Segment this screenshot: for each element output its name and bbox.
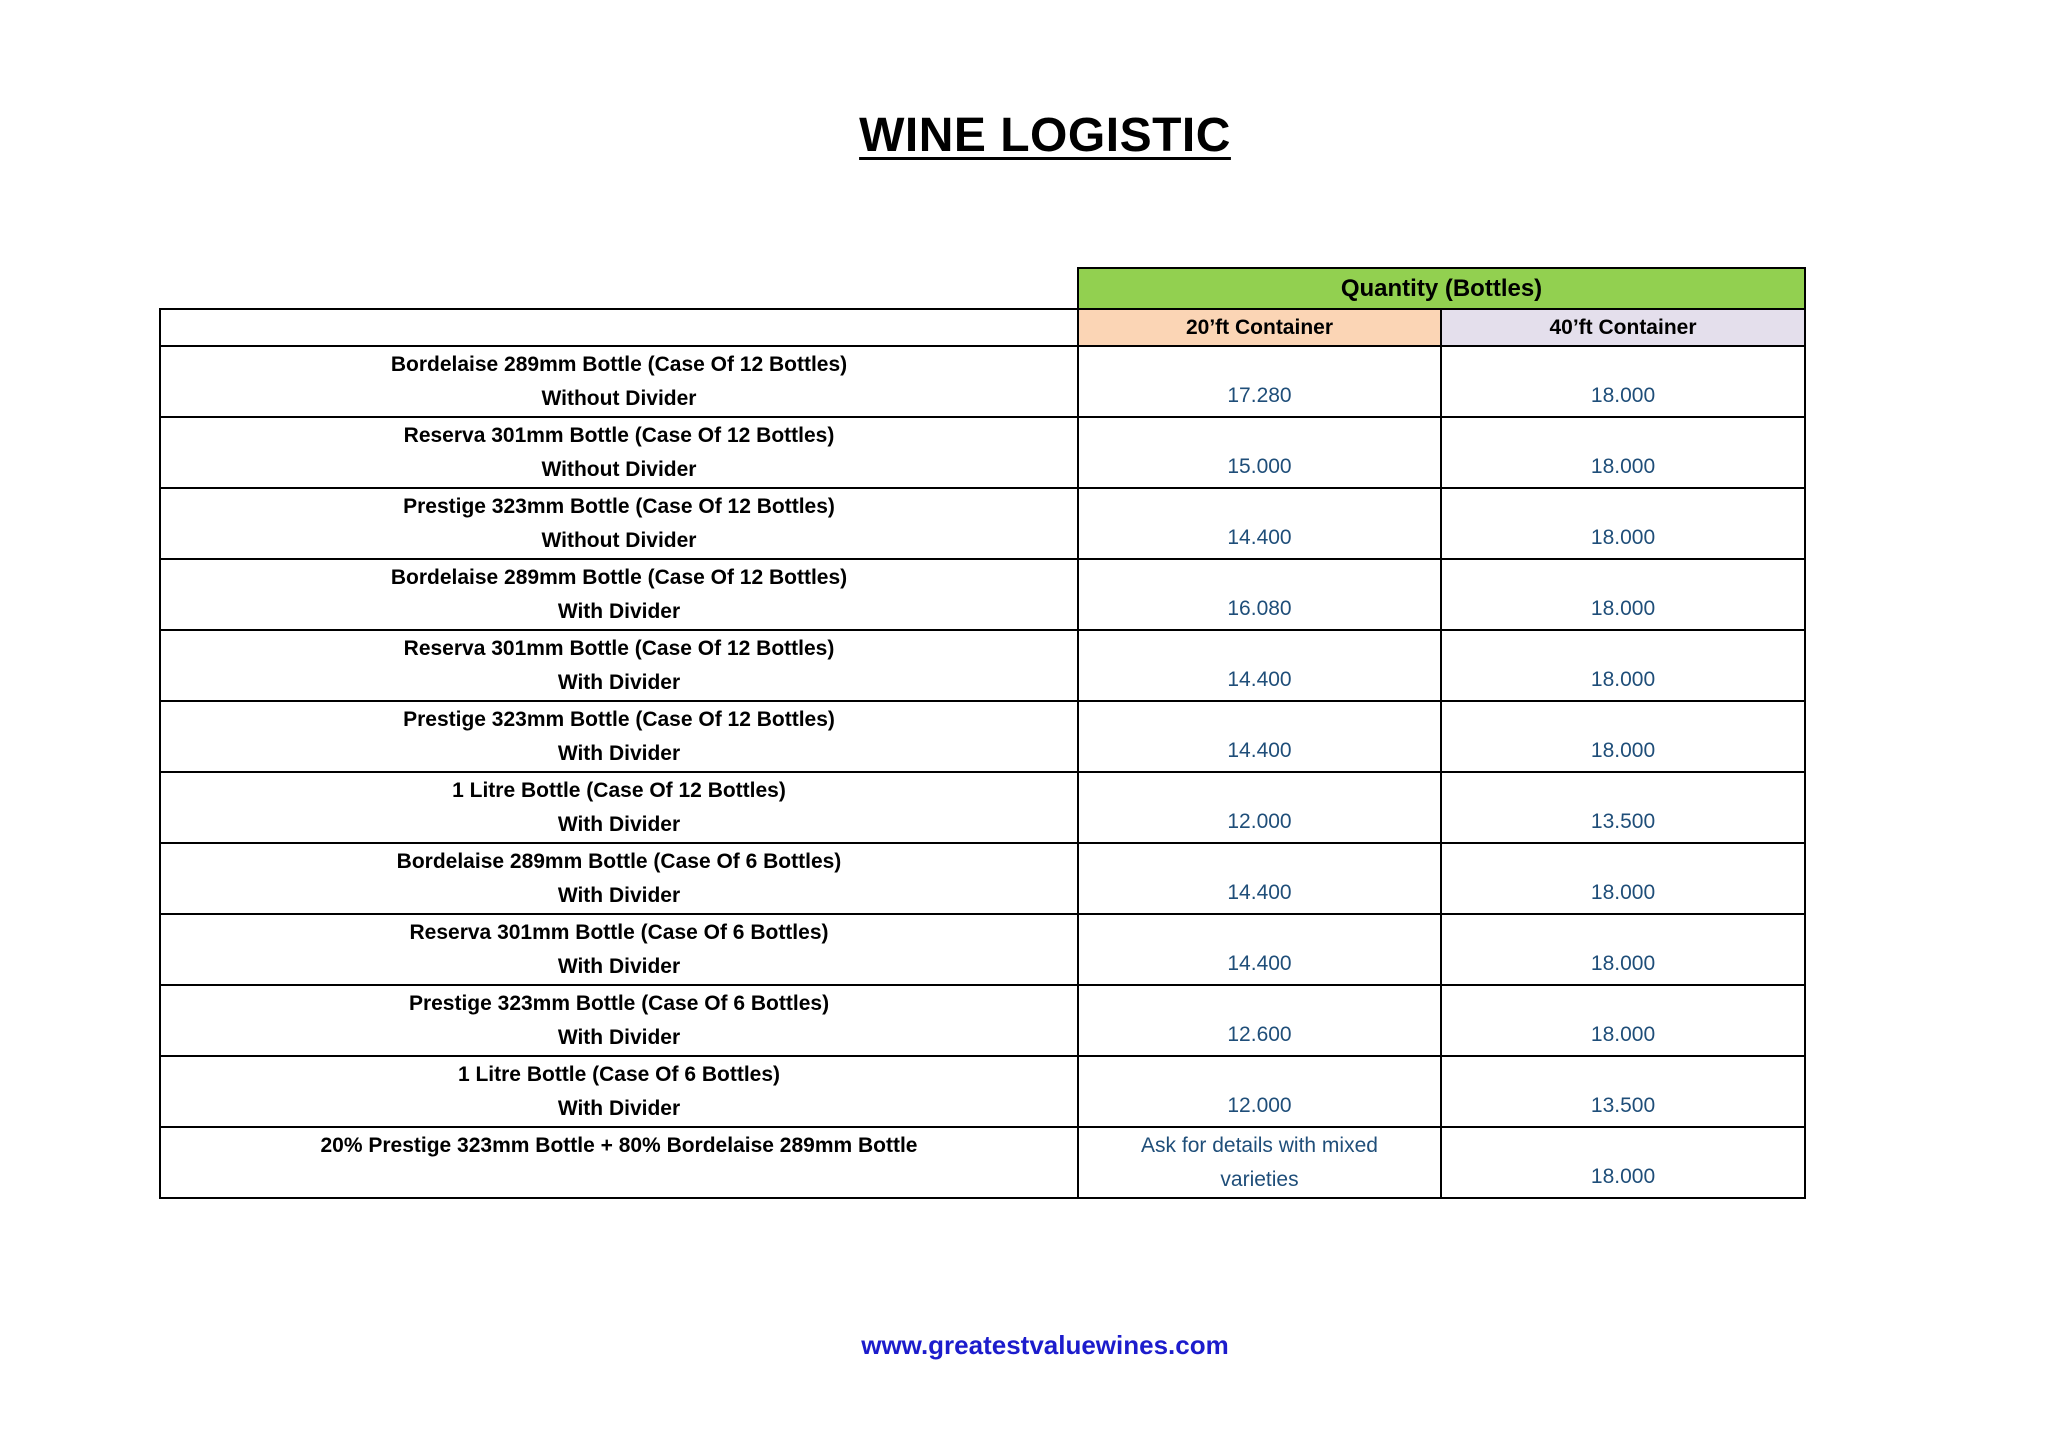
qty-40ft: 13.500 [1441, 772, 1805, 843]
table-row-mixed [160, 1127, 1805, 1198]
qty-20ft: 17.280 [1078, 346, 1441, 417]
table-row [160, 559, 1805, 630]
container-header-row [160, 309, 1805, 346]
divider-option: With Divider [557, 955, 681, 978]
bottle-description [160, 346, 1078, 417]
qty-40ft: 18.000 [1441, 488, 1805, 559]
mixed-note-line2: varieties [1220, 1168, 1299, 1191]
bottle-type: Bordelaise 289mm Bottle (Case Of 6 Bottles) [396, 850, 842, 873]
qty-40ft: 13.500 [1441, 1056, 1805, 1127]
mixed-note-line1: Ask for details with mixed [1141, 1134, 1378, 1157]
qty-40ft: 18.000 [1441, 985, 1805, 1056]
bottle-description [160, 701, 1078, 772]
qty-40ft: 18.000 [1441, 701, 1805, 772]
bottle-type: 1 Litre Bottle (Case Of 6 Bottles) [457, 1063, 781, 1086]
divider-option: With Divider [557, 1026, 681, 1049]
bottle-description [160, 417, 1078, 488]
qty-40ft: 18.000 [1441, 914, 1805, 985]
bottle-type: Prestige 323mm Bottle (Case Of 6 Bottles) [408, 992, 830, 1015]
qty-40ft: 18.000 [1441, 559, 1805, 630]
qty-20ft: 14.400 [1078, 701, 1441, 772]
bottle-type: Bordelaise 289mm Bottle (Case Of 12 Bottles) [390, 353, 848, 376]
bottle-description [160, 985, 1078, 1056]
container-40ft-header: 40’ft Container [1441, 309, 1805, 346]
table-row [160, 914, 1805, 985]
qty-20ft-mixed [1078, 1127, 1441, 1198]
table-row [160, 772, 1805, 843]
qty-20ft: 14.400 [1078, 843, 1441, 914]
bottle-type: Reserva 301mm Bottle (Case Of 6 Bottles) [409, 921, 829, 944]
qty-20ft: 14.400 [1078, 630, 1441, 701]
bottle-description [160, 488, 1078, 559]
table-row [160, 1056, 1805, 1127]
divider-option: Without Divider [541, 529, 697, 552]
qty-20ft: 14.400 [1078, 914, 1441, 985]
qty-20ft: 12.000 [1078, 772, 1441, 843]
bottle-description [160, 559, 1078, 630]
container-20ft-header: 20’ft Container [1078, 309, 1441, 346]
qty-40ft: 18.000 [1441, 346, 1805, 417]
divider-option: With Divider [557, 600, 681, 623]
qty-20ft: 12.000 [1078, 1056, 1441, 1127]
quantity-header-row [160, 268, 1805, 309]
mixed-bottle-description: 20% Prestige 323mm Bottle + 80% Bordelaise 289mm Bottle [160, 1127, 1078, 1198]
table-row [160, 488, 1805, 559]
bottle-description [160, 1056, 1078, 1127]
qty-40ft: 18.000 [1441, 843, 1805, 914]
bottle-type: Prestige 323mm Bottle (Case Of 12 Bottles) [403, 495, 835, 518]
qty-40ft: 18.000 [1441, 417, 1805, 488]
divider-option: Without Divider [541, 458, 697, 481]
bottle-type: Prestige 323mm Bottle (Case Of 12 Bottles) [403, 708, 835, 731]
table-row [160, 417, 1805, 488]
bottle-type: Bordelaise 289mm Bottle (Case Of 12 Bottles) [390, 566, 848, 589]
divider-option: Without Divider [541, 387, 697, 410]
divider-option: With Divider [557, 884, 681, 907]
divider-option: With Divider [557, 671, 681, 694]
table-row [160, 346, 1805, 417]
header-blank-cell [160, 268, 1078, 309]
bottle-description [160, 843, 1078, 914]
qty-40ft: 18.000 [1441, 630, 1805, 701]
table-row [160, 843, 1805, 914]
wine-logistics-table [159, 267, 1806, 1199]
qty-20ft: 12.600 [1078, 985, 1441, 1056]
subheader-blank-cell [160, 309, 1078, 346]
bottle-type: Reserva 301mm Bottle (Case Of 12 Bottles) [403, 424, 835, 447]
page-title: WINE LOGISTIC [859, 109, 1231, 162]
bottle-type: Reserva 301mm Bottle (Case Of 12 Bottles) [403, 637, 835, 660]
bottle-description [160, 772, 1078, 843]
table-row [160, 630, 1805, 701]
qty-40ft-mixed: 18.000 [1441, 1127, 1805, 1198]
bottle-description [160, 630, 1078, 701]
table-row [160, 701, 1805, 772]
qty-20ft: 15.000 [1078, 417, 1441, 488]
table-row [160, 985, 1805, 1056]
bottle-type: 1 Litre Bottle (Case Of 12 Bottles) [452, 779, 786, 802]
divider-option: With Divider [557, 813, 681, 836]
qty-20ft: 14.400 [1078, 488, 1441, 559]
divider-option: With Divider [557, 742, 681, 765]
website-link[interactable]: www.greatestvaluewines.com [861, 1330, 1229, 1360]
divider-option: With Divider [557, 1097, 681, 1120]
bottle-description [160, 914, 1078, 985]
quantity-bottles-header: Quantity (Bottles) [1078, 268, 1805, 309]
qty-20ft: 16.080 [1078, 559, 1441, 630]
